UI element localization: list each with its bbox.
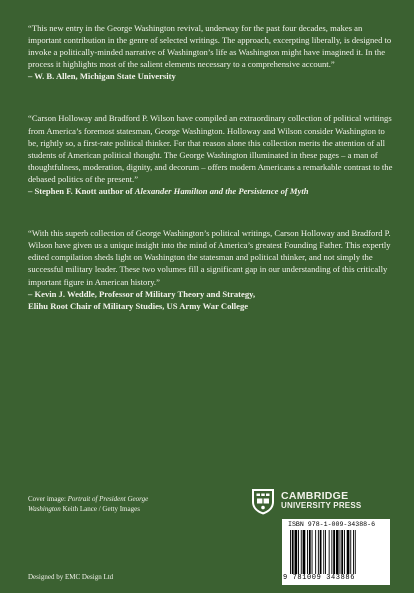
cover-image-credit	[28, 494, 178, 514]
blurb-attribution-line1: – Kevin J. Weddle, Professor of Military Theory and Strategy,	[28, 288, 256, 299]
credit-title: Portrait of President George Washington	[28, 495, 149, 513]
blurb-text: “Carson Holloway and Bradford P. Wilson have compiled an extraordinary collection of political writings from America’s foremost statesman, George Washington. Holloway and Wilson consider Washington to be, rightly so, a first-rate political thinker. For that reason alone this collection merits the attention of all students of American political thought. The George Washington illuminated in these pages – a man of thoughtfulness, moderation, dignity, and decorum – offers modern Americans a remarkable contrast to the debased politics of the present.”	[28, 113, 393, 184]
attribution-book-title: Alexander Hamilton and the Persistence of Myth	[134, 186, 309, 197]
blurb-weddle	[28, 227, 394, 312]
credit-prefix: Cover image:	[28, 495, 68, 503]
credit-suffix: Keith Lance / Getty Images	[60, 505, 140, 513]
designed-by: Designed by EMC Design Ltd	[28, 573, 114, 581]
publisher-line2: UNIVERSITY PRESS	[281, 501, 362, 510]
attribution-prefix: – Stephen F. Knott author of	[28, 186, 135, 197]
barcode-number: 9 781009 343886	[283, 574, 356, 582]
isbn-label: ISBN 978-1-009-34388-6	[288, 521, 376, 528]
blurb-attribution	[28, 185, 394, 197]
blurb-allen	[28, 22, 394, 82]
back-cover-blurbs	[28, 22, 394, 342]
blurb-text: “This new entry in the George Washington revival, underway for the past four decades, makes an important contribution in the genre of selected writings. The approach, excerpting liberally, is designed to invoke a politically-minded narrative of Washington’s life as Washington might have imagined it. In the process it highlights most of the salient elements necessary to a comprehensive account.”	[28, 23, 392, 70]
barcode-bars	[290, 530, 386, 574]
publisher-name	[281, 491, 361, 511]
blurb-knott	[28, 112, 394, 197]
blurb-attribution: – W. B. Allen, Michigan State University	[28, 71, 176, 82]
blurb-text: “With this superb collection of George Washington’s political writings, Carson Holloway and Bradford P. Wilson have given us a unique insight into the mind of America’s greatest Founding Father. This expertly edited compilation sheds light on Washington the statesman and political thinker, and not simply the successful military leader. These two volumes fill a significant gap in our understanding of this critically important figure in American history.”	[28, 228, 391, 287]
cambridge-crest-icon	[251, 488, 275, 515]
blurb-attribution-line2: Elihu Root Chair of Military Studies, US Army War College	[28, 300, 249, 311]
barcode-panel	[282, 519, 390, 585]
publisher-line1: CAMBRIDGE	[281, 490, 349, 502]
publisher-logo	[251, 486, 391, 516]
